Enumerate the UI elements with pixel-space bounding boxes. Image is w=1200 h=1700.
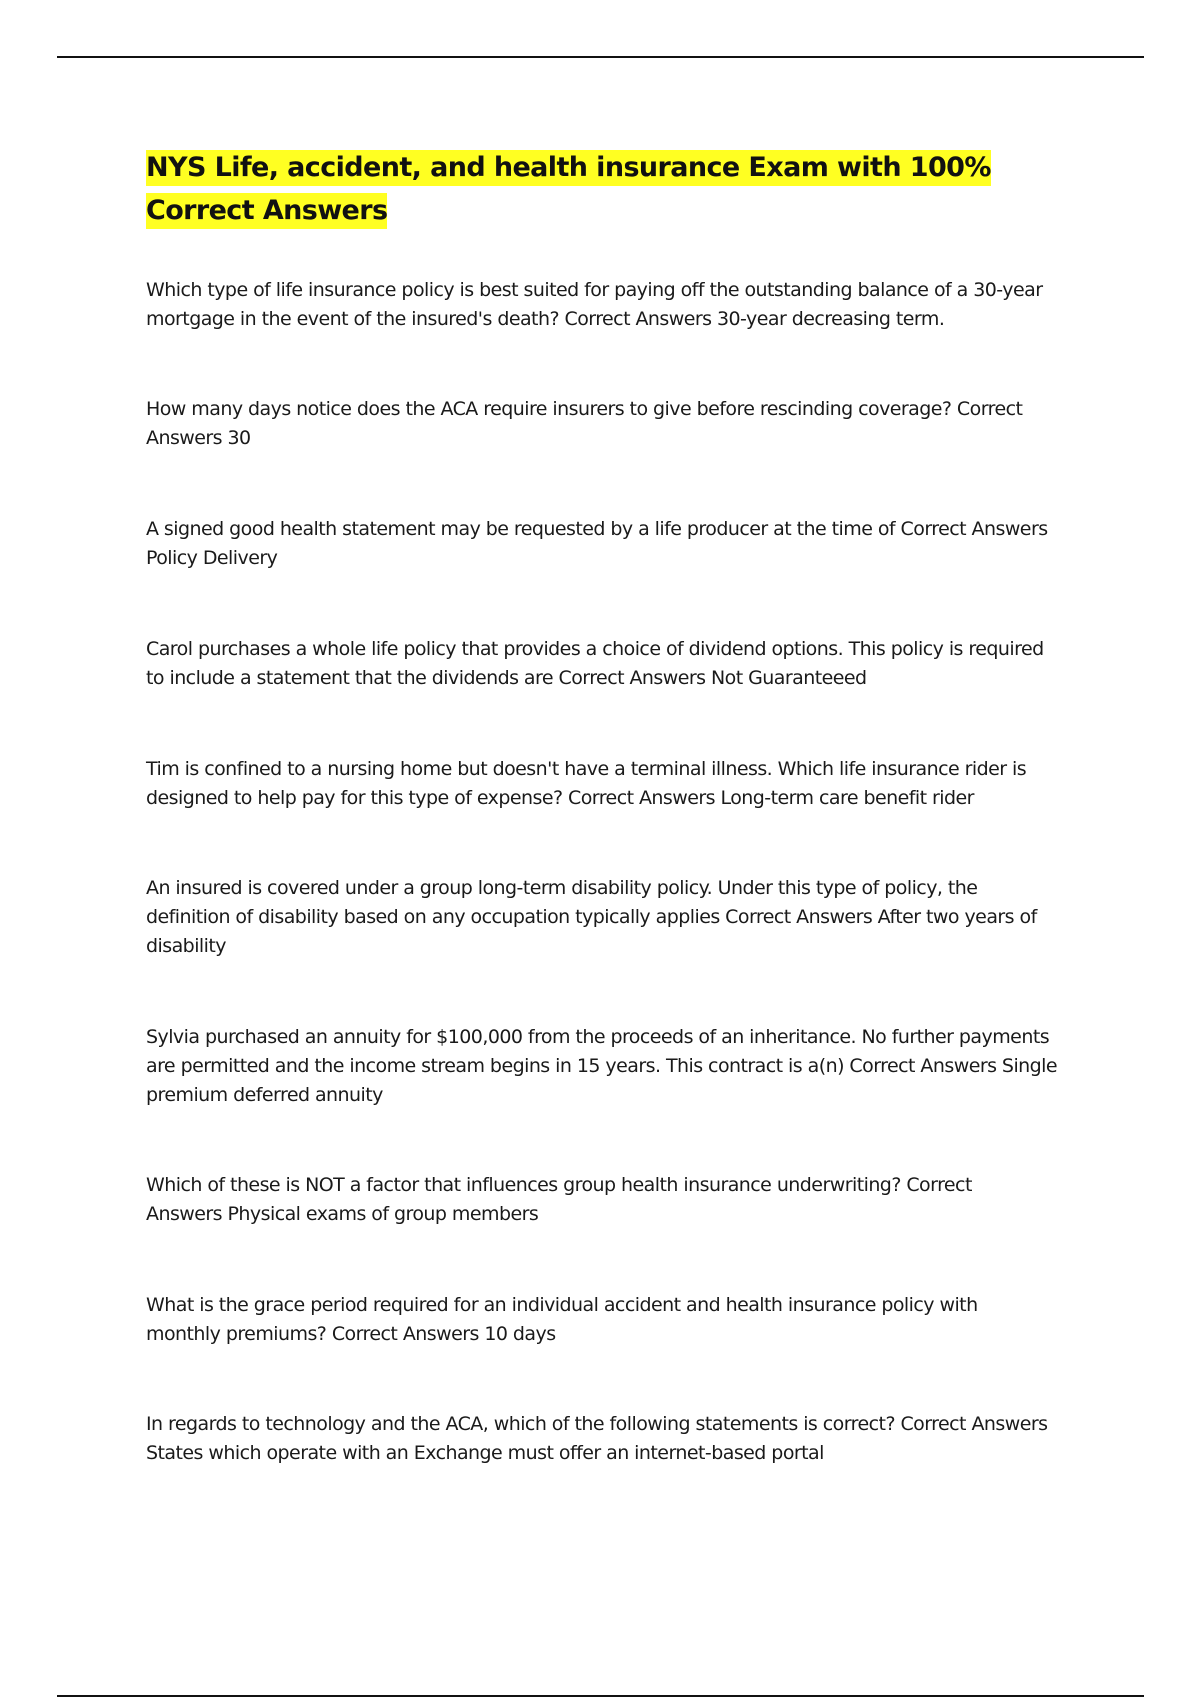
- footer-rule: [57, 1695, 1144, 1697]
- document-body: [146, 146, 1061, 1464]
- title-highlight: NYS Life, accident, and health insurance Exam with 100% Correct Answers: [146, 150, 991, 229]
- header-rule: [57, 56, 1144, 58]
- qa-item-1: Which type of life insurance policy is best suited for paying off the outstanding balance of a 30-year mortgage in the event of the insured's death? Correct Answers 30-year decreasing term.: [146, 279, 1043, 330]
- qa-item-3: A signed good health statement may be requested by a life producer at the time of Correct Answers Policy Delivery: [146, 518, 1048, 569]
- document-title: [146, 146, 1061, 232]
- qa-item-9: What is the grace period required for an individual accident and health insurance policy with monthly premiums? Correct Answers 10 days: [146, 1294, 978, 1345]
- qa-item-5: Tim is confined to a nursing home but doesn't have a terminal illness. Which life insurance rider is designed to help pay for this type of expense? Correct Answers Long-term care benefit rider: [146, 758, 1027, 809]
- qa-item-6: An insured is covered under a group long-term disability policy. Under this type of policy, the definition of disability based on any occupation typically applies Correct Answers After two years of disability: [146, 877, 1037, 957]
- qa-item-4: Carol purchases a whole life policy that provides a choice of dividend options. This policy is required to include a statement that the dividends are Correct Answers Not Guaranteeed: [146, 638, 1044, 689]
- qa-item-7: Sylvia purchased an annuity for $100,000 from the proceeds of an inheritance. No further payments are permitted and the income stream begins in 15 years. This contract is a(n) Correct Answers Single premium deferred annuity: [146, 1026, 1058, 1106]
- qa-item-2: How many days notice does the ACA require insurers to give before rescinding coverage? Correct Answers 30: [146, 398, 1023, 449]
- qa-item-10: In regards to technology and the ACA, which of the following statements is correct? Correct Answers States which operate with an Exchange must offer an internet-based portal: [146, 1413, 1048, 1464]
- qa-item-8: Which of these is NOT a factor that influences group health insurance underwriting? Correct Answers Physical exams of group members: [146, 1174, 972, 1225]
